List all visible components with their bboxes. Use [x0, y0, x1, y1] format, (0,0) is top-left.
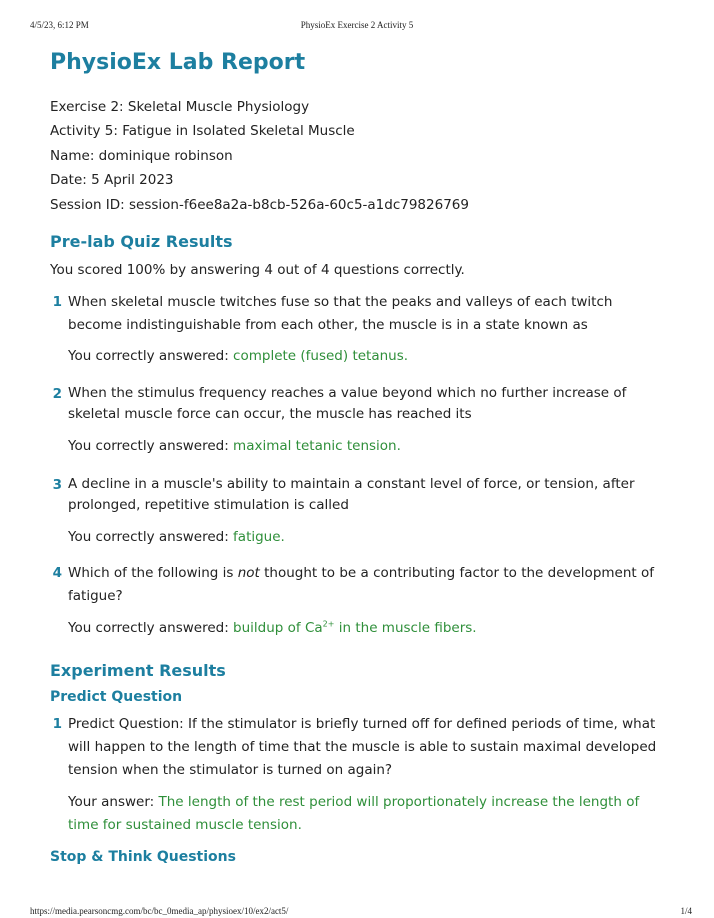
stop-think-heading: Stop & Think Questions — [50, 849, 236, 865]
answer-superscript: 2+ — [322, 619, 335, 629]
date-line: Date: 5 April 2023 — [50, 172, 174, 189]
correct-answer: maximal tetanic tension. — [233, 438, 401, 454]
your-answer: The length of the rest period will proportionately increase the length of time for sustained muscle tension. — [68, 794, 640, 833]
prelab-heading: Pre-lab Quiz Results — [50, 232, 233, 251]
answer-prefix: You correctly answered: — [68, 348, 234, 364]
print-doc-title: PhysioEx Exercise 2 Activity 5 — [300, 20, 414, 30]
name-line: Name: dominique robinson — [50, 147, 233, 164]
question-emphasis: not — [237, 565, 260, 581]
question-text: Predict Question: If the stimulator is briefly turned off for defined periods of time, what will happen to the length of time that the muscle is able to sustain maximal developed tension when the stimulator is turned on again? — [68, 716, 657, 778]
page-title: PhysioEx Lab Report — [50, 50, 306, 75]
predict-answer — [68, 791, 670, 837]
experiment-heading: Experiment Results — [50, 661, 226, 680]
question-text: A decline in a muscle's ability to maintain a constant level of force, or tension, after prolonged, repetitive stimulation is called — [68, 476, 635, 513]
session-line: Session ID: session-f6ee8a2a-b8cb-526a-60c5-a1dc79826769 — [50, 196, 469, 213]
answer-part: in the muscle fibers. — [334, 620, 477, 636]
exercise-line: Exercise 2: Skeletal Muscle Physiology — [50, 99, 310, 115]
question-text: When skeletal muscle twitches fuse so that the peaks and valleys of each twitch become indistinguishable from each other, the muscle is in a state known as — [68, 294, 613, 333]
answer-prefix: Your answer: — [68, 794, 159, 810]
print-url: https://media.pearsoncmg.com/bc/bc_0media_ap/physioex/10/ex2/act5/ — [30, 906, 289, 916]
question-number: 1 — [52, 294, 62, 310]
question-text — [68, 562, 670, 608]
report-meta — [50, 95, 469, 217]
question-answer — [68, 526, 285, 549]
question-text-part: Which of the following is — [68, 565, 238, 581]
quiz-score: You scored 100% by answering 4 out of 4 questions correctly. — [50, 262, 465, 278]
activity-line: Activity 5: Fatigue in Isolated Skeletal Muscle — [50, 123, 355, 140]
question-answer — [68, 617, 477, 640]
answer-prefix: You correctly answered: — [68, 438, 234, 454]
page-number: 1/4 — [680, 906, 692, 916]
answer-part: buildup of Ca — [233, 620, 323, 636]
question-number: 4 — [52, 565, 62, 581]
answer-prefix: You correctly answered: — [68, 620, 234, 636]
correct-answer: complete (fused) tetanus. — [233, 348, 409, 364]
correct-answer: fatigue. — [233, 529, 285, 545]
question-text-part: thought to be a contributing factor to the development of fatigue? — [68, 565, 654, 604]
answer-prefix: You correctly answered: — [68, 529, 234, 545]
question-number: 1 — [52, 716, 62, 732]
question-text: When the stimulus frequency reaches a value beyond which no further increase of skeletal muscle force can occur, the muscle has reached its — [68, 385, 627, 422]
correct-answer — [233, 620, 477, 636]
question-number: 3 — [52, 477, 62, 493]
question-number: 2 — [52, 386, 62, 402]
predict-heading: Predict Question — [50, 689, 183, 705]
question-answer — [68, 345, 408, 368]
print-datetime: 4/5/23, 6:12 PM — [30, 20, 89, 30]
question-answer — [68, 435, 401, 458]
